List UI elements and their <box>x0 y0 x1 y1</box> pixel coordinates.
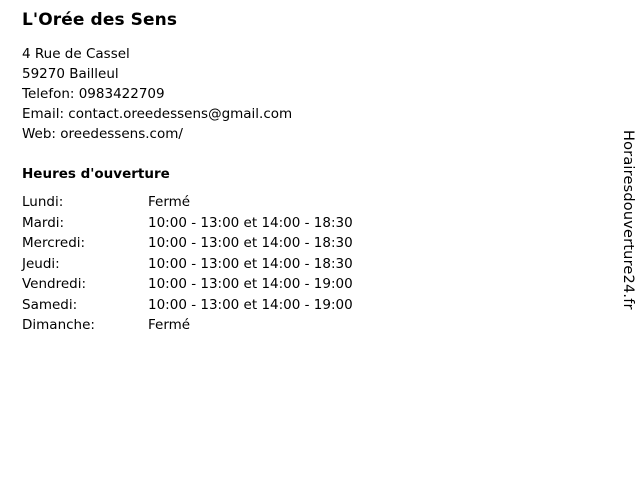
day-label: Mardi: <box>22 214 65 231</box>
table-row <box>22 213 353 234</box>
table-row <box>22 274 353 295</box>
address-line-2: 59270 Bailleul <box>22 66 119 83</box>
day-label: Lundi: <box>22 194 64 211</box>
opening-hours-table <box>22 192 353 336</box>
day-hours: Fermé <box>148 317 191 334</box>
day-hours: Fermé <box>148 194 191 211</box>
day-hours: 10:00 - 13:00 et 14:00 - 19:00 <box>148 276 353 293</box>
website-line: Web: oreedessens.com/ <box>22 126 183 143</box>
table-row <box>22 192 353 213</box>
day-hours: 10:00 - 13:00 et 14:00 - 18:30 <box>148 255 353 272</box>
day-label: Dimanche: <box>22 317 95 334</box>
day-hours: 10:00 - 13:00 et 14:00 - 18:30 <box>148 214 353 231</box>
table-row <box>22 233 353 254</box>
table-row <box>22 295 353 316</box>
business-info-page <box>22 10 602 336</box>
contact-block <box>22 44 602 144</box>
day-hours: 10:00 - 13:00 et 14:00 - 18:30 <box>148 235 353 252</box>
day-label: Samedi: <box>22 296 78 313</box>
phone-line: Telefon: 0983422709 <box>22 86 165 103</box>
table-row <box>22 315 353 336</box>
day-label: Mercredi: <box>22 235 86 252</box>
email-line: Email: contact.oreedessens@gmail.com <box>22 106 293 123</box>
day-label: Vendredi: <box>22 276 87 293</box>
address-line-1: 4 Rue de Cassel <box>22 46 130 63</box>
day-label: Jeudi: <box>22 255 60 272</box>
opening-hours-heading: Heures d'ouverture <box>22 166 170 183</box>
table-row <box>22 254 353 275</box>
watermark-text: Horairesdouverture24.fr <box>620 130 636 310</box>
page-title: L'Orée des Sens <box>22 10 178 30</box>
day-hours: 10:00 - 13:00 et 14:00 - 19:00 <box>148 296 353 313</box>
